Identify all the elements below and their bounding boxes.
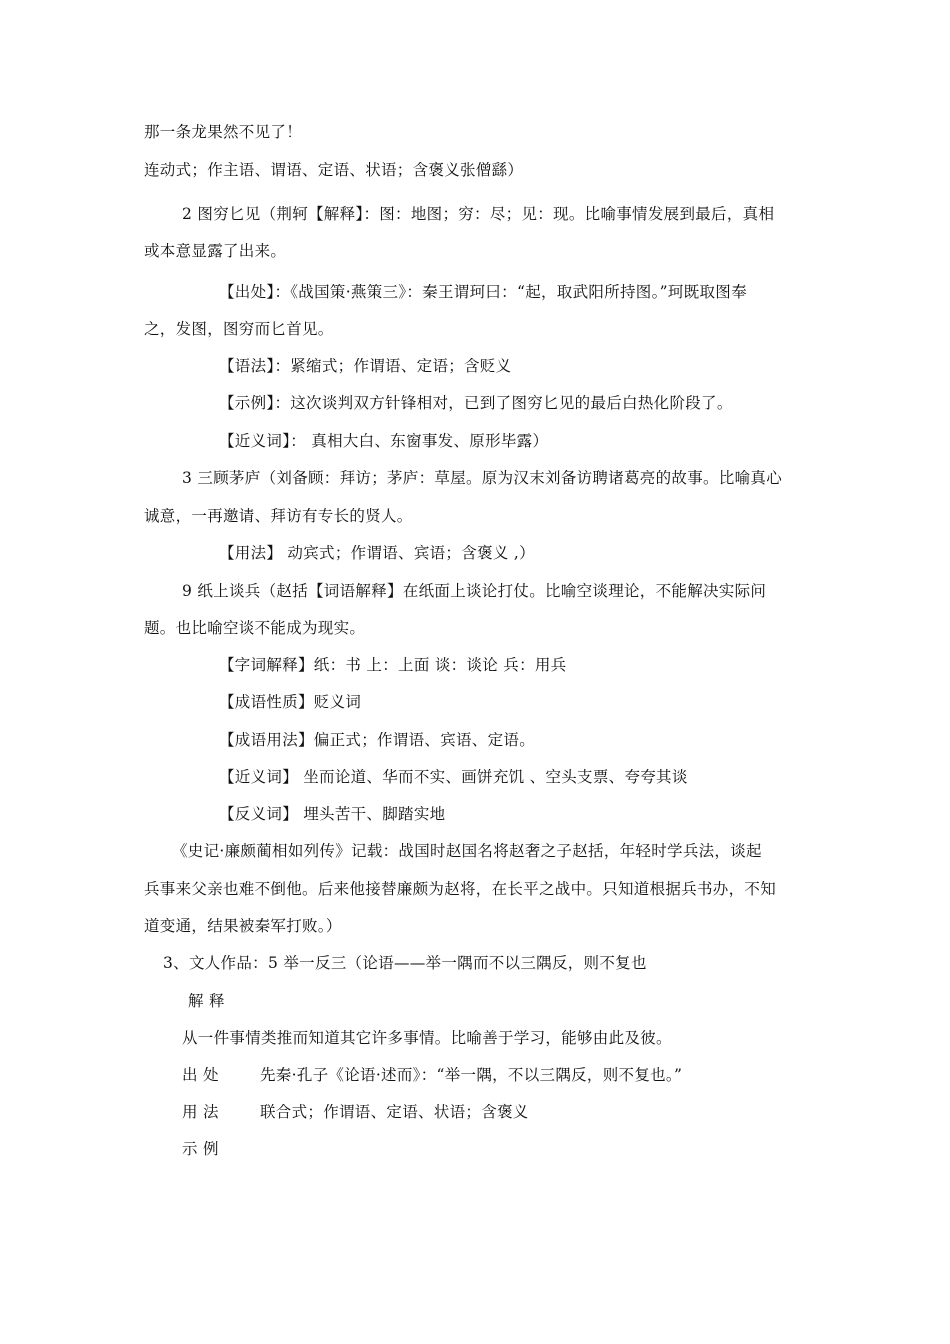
text-line-6: 之，发图，图穷而匕首见。 [144,320,334,338]
text-line-20: 《史记·廉颇蔺相如列传》记载：战国时赵国名将赵奢之子赵括，年轻时学兵法，谈起 [172,842,762,860]
text-line-14: 题。也比喻空谈不能成为现实。 [144,619,366,637]
text-line-1: 那一条龙果然不见了！ [144,123,303,141]
text-line-12: 【用法】 动宾式；作谓语、宾语；含褒义 ,） [219,544,535,562]
text-line-15: 【字词解释】纸：书 上：上面 谈：谈论 兵：用兵 [219,656,567,674]
text-line-4: 或本意显露了出来。 [144,242,287,260]
text-line-27-label: 用 法 [182,1103,219,1121]
text-line-24: 解 释 [188,992,225,1010]
text-line-11: 诚意，一再邀请、拜访有专长的贤人。 [144,507,413,525]
text-line-23: 3、文人作品：5 举一反三（论语——举一隅而不以三隅反，则不复也 [163,954,647,972]
text-line-8: 【示例】：这次谈判双方针锋相对，已到了图穷匕见的最后白热化阶段了。 [219,394,733,412]
text-line-3: 2 图穷匕见（荆轲【解释】：图：地图；穷：尽；见：现。比喻事情发展到最后，真相 [182,205,775,223]
text-line-26-label: 出 处 [182,1066,219,1084]
text-line-13: 9 纸上谈兵（赵括【词语解释】在纸面上谈论打仗。比喻空谈理论，不能解决实际问 [182,582,767,600]
text-line-26-content: 先秦·孔子《论语·述而》：“举一隅，不以三隅反，则不复也。” [260,1066,683,1084]
text-line-27-content: 联合式；作谓语、定语、状语；含褒义 [260,1103,529,1121]
text-line-5: 【出处】：《战国策·燕策三》：秦王谓珂曰：“起，取武阳所持图。”珂既取图奉 [219,283,747,301]
text-line-21: 兵事来父亲也难不倒他。后来他接替廉颇为赵将，在长平之战中。只知道根据兵书办，不知 [144,880,777,898]
text-line-18: 【近义词】 坐而论道、华而不实、画饼充饥 、空头支票、夸夸其谈 [219,768,688,786]
text-line-25: 从一件事情类推而知道其它许多事情。比喻善于学习，能够由此及彼。 [182,1029,672,1047]
text-line-19: 【反义词】 埋头苦干、脚踏实地 [219,805,446,823]
text-line-22: 道变通，结果被秦军打败。） [144,917,342,935]
text-line-2: 连动式；作主语、谓语、定语、状语；含褒义张僧繇） [144,161,524,179]
text-line-28: 示 例 [182,1140,219,1158]
text-line-10: 3 三顾茅庐（刘备顾：拜访；茅庐：草屋。原为汉末刘备访聘诸葛亮的故事。比喻真心 [182,469,782,487]
text-line-7: 【语法】：紧缩式；作谓语、定语；含贬义 [219,357,512,375]
text-line-17: 【成语用法】偏正式；作谓语、宾语、定语。 [219,731,536,749]
text-line-16: 【成语性质】贬义词 [219,693,362,711]
text-line-9: 【近义词】： 真相大白、东窗事发、原形毕露） [219,432,549,450]
